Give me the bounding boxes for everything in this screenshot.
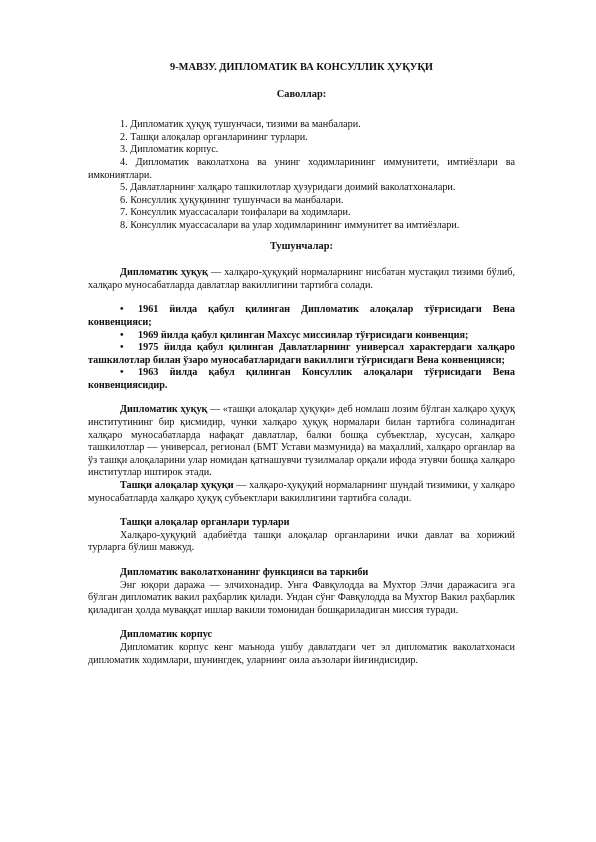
question-item: 4. Дипломатик ваколатхона ва унинг ходимларининг иммунитети, имтиёзлари ва имкониятлари. — [88, 156, 515, 181]
definition-paragraph — [88, 404, 515, 480]
definition-paragraph — [88, 267, 515, 292]
conventions-list — [88, 304, 515, 392]
bullet-icon: • — [120, 304, 124, 316]
section-heading: Ташқи алоқалар органлари турлари — [120, 517, 290, 529]
question-item: 1. Дипломатик ҳуқуқ тушунчаси, тизими ва манбалари. — [120, 119, 361, 131]
question-item: 8. Консуллик муассасалари ва улар ходимларининг иммунитет ва имтиёзлари. — [120, 219, 460, 231]
bullet-icon: • — [120, 342, 124, 354]
definition-text: — халқаро-ҳуқуқий нормаларнинг нисбатан мустақил тизими бўлиб, халқаро муносабатларда давлатлар вакиллигини тартибга солади. — [88, 267, 515, 291]
list-item-text: 1963 йилда қабул қилинган Консуллик алоқалари тўғрисидаги Вена конвенциясидир. — [88, 367, 515, 391]
list-item-text: 1961 йилда қабул қилинган Дипломатик алоқалар тўғрисидаги Вена конвенцияси; — [88, 304, 515, 328]
document-title: 9-МАВЗУ. ДИПЛОМАТИК ВА КОНСУЛЛИК ҲУҚУҚИ — [170, 62, 433, 73]
section-heading: Дипломатик корпус — [120, 629, 213, 641]
question-item: 7. Консуллик муассасалари тоифалари ва ходимлари. — [120, 207, 351, 219]
list-item — [88, 367, 515, 392]
definition-text: — «ташқи алоқалар ҳуқуқи» деб номлаш лозим бўлган халқаро ҳуқуқ институтининг бир қисмидир, чунки халқаро ҳуқуқ нормалари билан тартибга солинадиган халқаро муносабатларда нафақат давлатлар, балки бошқа субъектлар, хусусан, халқаро ташкилотлар — универсал, регионал (БМТ Устави мазмунида) ва маҳаллий, халқаро органлар ва ўз ташқи алоқаларини улар номидан қатнашувчи тузилмалар орқали ифода этувчи бошқа халқаро институтлар иштирок этади. — [88, 404, 515, 479]
list-item — [88, 330, 515, 343]
section-text: Энг юқори даража — элчихонадир. Унга Фавқулодда ва Мухтор Элчи даражасига эга бўлган дипломатик вакил раҳбарлик қилади. Ундан сўнг Фавқулодда ва Мухтор Вакил раҳбарлик қиладиган ҳолда муваққат ишлар вакили томонидан бошқариладиган миссия туради. — [88, 579, 515, 616]
definition-term: Ташқи алоқалар ҳуқуқи — [120, 480, 234, 492]
list-item — [88, 304, 515, 329]
document-page — [88, 62, 515, 667]
question-item: 5. Давлатларнинг халқаро ташкилотлар ҳузуридаги доимий ваколатхоналари. — [120, 182, 456, 194]
definition-paragraph — [88, 480, 515, 505]
section-text: Халқаро-ҳуқуқий адабиётда ташқи алоқалар органларини ички давлат ва хорижий турларга бўлиш мавжуд. — [88, 529, 515, 554]
definition-term: Дипломатик ҳуқуқ — [120, 404, 208, 416]
bullet-icon: • — [120, 329, 124, 341]
definition-text: — халқаро-ҳуқуқий нормаларнинг шундай тизимики, у халқаро муносабатларда халқаро ҳуқуқ субъектлари вакиллигини тартибга солади. — [88, 480, 515, 504]
concepts-heading: Тушунчалар: — [270, 240, 333, 252]
list-item — [88, 342, 515, 367]
list-item-text: 1969 йилда қабул қилинган Махсус миссиялар тўғрисидаги конвенция; — [138, 329, 469, 341]
question-item: 2. Ташқи алоқалар органларининг турлари. — [120, 131, 308, 143]
definition-term: Дипломатик ҳуқуқ — [120, 267, 208, 279]
questions-heading: Саволлар: — [276, 88, 327, 100]
question-item: 6. Консуллик ҳуқуқининг тушунчаси ва манбалари. — [120, 194, 344, 206]
list-item-text: 1975 йилда қабул қилинган Давлатларнинг универсал характердаги халқаро ташкилотлар билан ўзаро муносабатларидаги вакиллиги тўғрисидаги Вена конвенцияси; — [88, 342, 515, 366]
bullet-icon: • — [120, 367, 124, 379]
question-item: 3. Дипломатик корпус. — [120, 144, 219, 156]
section-text: Дипломатик корпус кенг маънода ушбу давлатдаги чет эл дипломатик ваколатхонаси дипломатик ходимлари, шунингдек, уларнинг оила аъзолари йиғиндисидир. — [88, 641, 515, 666]
section-heading: Дипломатик ваколатхонанинг функцияси ва таркиби — [120, 567, 369, 578]
questions-list — [88, 119, 515, 232]
